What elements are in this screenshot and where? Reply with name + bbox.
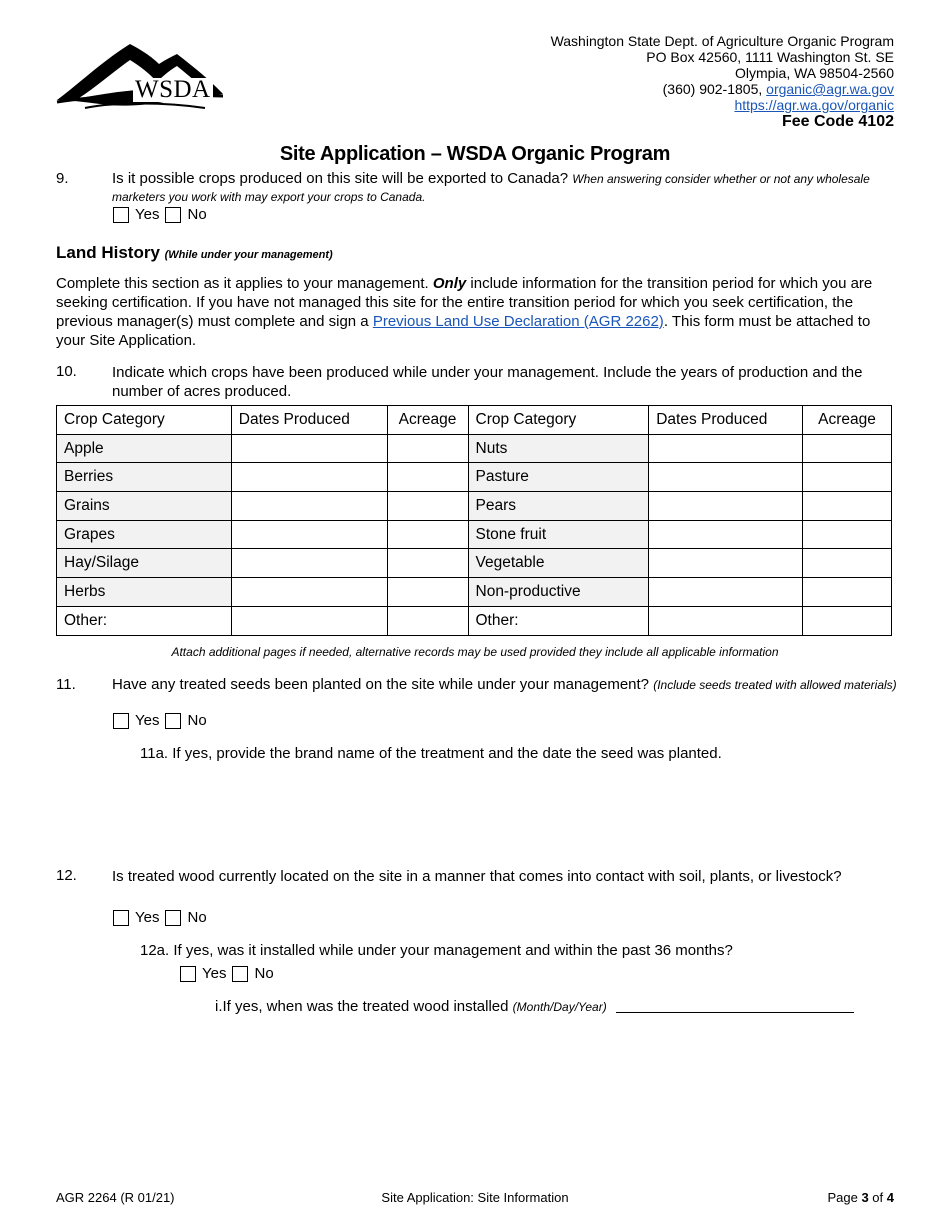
page-pre: Page	[827, 1190, 862, 1205]
crop-category-cell: Berries	[57, 463, 232, 492]
q12a-no-checkbox[interactable]	[232, 966, 248, 982]
q11a-text: 11a. If yes, provide the brand name of the treatment and the date the seed was planted.	[140, 745, 722, 762]
crop-category-cell: Pears	[468, 492, 649, 521]
website-link[interactable]: https://agr.wa.gov/organic	[734, 97, 894, 113]
footer-center: Site Application: Site Information	[381, 1190, 569, 1205]
q9-note: When answering consider whether or not any wholesale marketers you work with may export your crops to Canada.	[112, 172, 870, 204]
header-acreage: Acreage	[803, 406, 892, 435]
q9-number: 9.	[56, 170, 69, 187]
q12-no-checkbox[interactable]	[165, 910, 181, 926]
yes-label: Yes	[135, 712, 160, 729]
q9-no-checkbox[interactable]	[165, 207, 181, 223]
dates-input-cell[interactable]	[231, 434, 387, 463]
table-row	[57, 606, 892, 635]
land-history-subtitle: (While under your management)	[164, 249, 333, 261]
dates-input-cell[interactable]	[649, 549, 803, 578]
address-line-1: PO Box 42560, 1111 Washington St. SE	[646, 49, 894, 65]
crop-category-cell: Non-productive	[468, 578, 649, 607]
land-history-instructions	[56, 274, 896, 350]
land-history-heading	[56, 243, 333, 263]
acreage-input-cell[interactable]	[387, 578, 468, 607]
table-row	[57, 520, 892, 549]
crop-category-cell: Apple	[57, 434, 232, 463]
crop-category-cell: Grains	[57, 492, 232, 521]
q12a-yes-checkbox[interactable]	[180, 966, 196, 982]
table-row	[57, 434, 892, 463]
q11-yes-checkbox[interactable]	[113, 713, 129, 729]
page-mid: of	[868, 1190, 887, 1205]
dates-input-cell[interactable]	[649, 434, 803, 463]
acreage-input-cell[interactable]	[387, 434, 468, 463]
para-part-3: . This form must be attached to your Site Application.	[56, 313, 871, 349]
header-acreage: Acreage	[387, 406, 468, 435]
q12-number: 12.	[56, 867, 77, 884]
q9-text	[112, 170, 902, 206]
crop-table	[56, 405, 892, 636]
q11-note: (Include seeds treated with allowed materials)	[653, 678, 897, 692]
q12-text: Is treated wood currently located on the site in a manner that comes into contact with soil, plants, or livestock?	[112, 868, 842, 885]
header-crop-category: Crop Category	[468, 406, 649, 435]
header-contact	[551, 33, 894, 130]
q12a-i-line	[215, 998, 854, 1015]
fee-code: Fee Code 4102	[781, 113, 894, 130]
phone-email-line	[551, 81, 894, 97]
header-dates-produced: Dates Produced	[231, 406, 387, 435]
table-row	[57, 463, 892, 492]
q12a-text: 12a. If yes, was it installed while under your management and within the past 36 months?	[140, 942, 733, 959]
dates-input-cell[interactable]	[649, 578, 803, 607]
acreage-input-cell[interactable]	[387, 549, 468, 578]
q11-question: Have any treated seeds been planted on the site while under your management?	[112, 676, 650, 693]
acreage-input-cell[interactable]	[387, 492, 468, 521]
install-date-field[interactable]	[616, 1012, 854, 1013]
q12-yes-checkbox[interactable]	[113, 910, 129, 926]
dates-input-cell[interactable]	[231, 606, 387, 635]
crop-category-cell: Hay/Silage	[57, 549, 232, 578]
acreage-input-cell[interactable]	[387, 520, 468, 549]
attach-note: Attach additional pages if needed, alternative records may be used provided they include all applicable information	[171, 645, 779, 659]
crop-category-cell: Grapes	[57, 520, 232, 549]
dates-input-cell[interactable]	[231, 492, 387, 521]
no-label: No	[187, 909, 207, 926]
q11-text	[112, 676, 902, 694]
q10-text: Indicate which crops have been produced while under your management. Include the years of production and the number of acres produced.	[112, 364, 863, 400]
dates-input-cell[interactable]	[231, 520, 387, 549]
org-name: Washington State Dept. of Agriculture Organic Program	[550, 33, 894, 49]
q12a-yes-no	[180, 965, 274, 982]
q11-no-checkbox[interactable]	[165, 713, 181, 729]
phone: (360) 902-1805,	[662, 81, 767, 97]
logo-text: WSDA	[135, 76, 211, 103]
crop-category-cell: Stone fruit	[468, 520, 649, 549]
crop-category-cell: Herbs	[57, 578, 232, 607]
no-label: No	[187, 712, 207, 729]
no-label: No	[187, 206, 207, 223]
para-part-1: Complete this section as it applies to your management.	[56, 275, 429, 292]
email-link[interactable]: organic@agr.wa.gov	[766, 81, 894, 97]
q9-question: Is it possible crops produced on this site will be exported to Canada?	[112, 170, 569, 187]
acreage-input-cell[interactable]	[387, 463, 468, 492]
acreage-input-cell[interactable]	[803, 520, 892, 549]
footer-page	[827, 1190, 894, 1205]
crop-category-cell: Pasture	[468, 463, 649, 492]
dates-input-cell[interactable]	[649, 606, 803, 635]
yes-label: Yes	[135, 206, 160, 223]
acreage-input-cell[interactable]	[803, 463, 892, 492]
dates-input-cell[interactable]	[649, 520, 803, 549]
acreage-input-cell[interactable]	[803, 549, 892, 578]
para-part-2: include information for the transition period for which you are seeking certification. If you have not managed this site for the entire transition period for which you seek certification, the previous manager(s) must complete and sign a	[56, 275, 873, 330]
footer-form-number: AGR 2264 (R 01/21)	[56, 1190, 175, 1205]
acreage-input-cell[interactable]	[803, 434, 892, 463]
crop-category-cell: Nuts	[468, 434, 649, 463]
no-label: No	[254, 965, 274, 982]
q10-number: 10.	[56, 363, 77, 380]
dates-input-cell[interactable]	[649, 463, 803, 492]
q9-yes-no	[113, 206, 207, 223]
crop-category-cell: Vegetable	[468, 549, 649, 578]
q12a-i-text: i.If yes, when was the treated wood installed	[215, 998, 509, 1015]
q12-yes-no	[113, 909, 207, 926]
wsda-logo	[55, 38, 225, 112]
dates-input-cell[interactable]	[231, 578, 387, 607]
page-total: 4	[886, 1190, 894, 1205]
acreage-input-cell[interactable]	[387, 606, 468, 635]
para-only: Only	[432, 275, 467, 292]
table-row	[57, 578, 892, 607]
header-crop-category: Crop Category	[57, 406, 232, 435]
q11-number: 11.	[56, 676, 76, 693]
header-dates-produced: Dates Produced	[649, 406, 803, 435]
address-line-2: Olympia, WA 98504-2560	[734, 65, 894, 81]
dates-input-cell[interactable]	[231, 463, 387, 492]
q11a-answer-area[interactable]	[140, 768, 890, 858]
acreage-input-cell[interactable]	[803, 606, 892, 635]
q12a-i-note: (Month/Day/Year)	[512, 1000, 607, 1014]
crop-table-header	[57, 406, 892, 435]
land-history-title: Land History	[56, 243, 160, 262]
q9-yes-checkbox[interactable]	[113, 207, 129, 223]
dates-input-cell[interactable]	[649, 492, 803, 521]
acreage-input-cell[interactable]	[803, 578, 892, 607]
table-row	[57, 549, 892, 578]
crop-category-other-cell[interactable]: Other:	[57, 606, 232, 635]
previous-land-use-link[interactable]: Previous Land Use Declaration (AGR 2262)	[372, 313, 664, 330]
table-row	[57, 492, 892, 521]
yes-label: Yes	[202, 965, 227, 982]
page-number: 3	[861, 1190, 869, 1205]
yes-label: Yes	[135, 909, 160, 926]
acreage-input-cell[interactable]	[803, 492, 892, 521]
crop-category-other-cell[interactable]: Other:	[468, 606, 649, 635]
dates-input-cell[interactable]	[231, 549, 387, 578]
page-title: Site Application – WSDA Organic Program	[279, 143, 671, 165]
q11-yes-no	[113, 712, 207, 729]
